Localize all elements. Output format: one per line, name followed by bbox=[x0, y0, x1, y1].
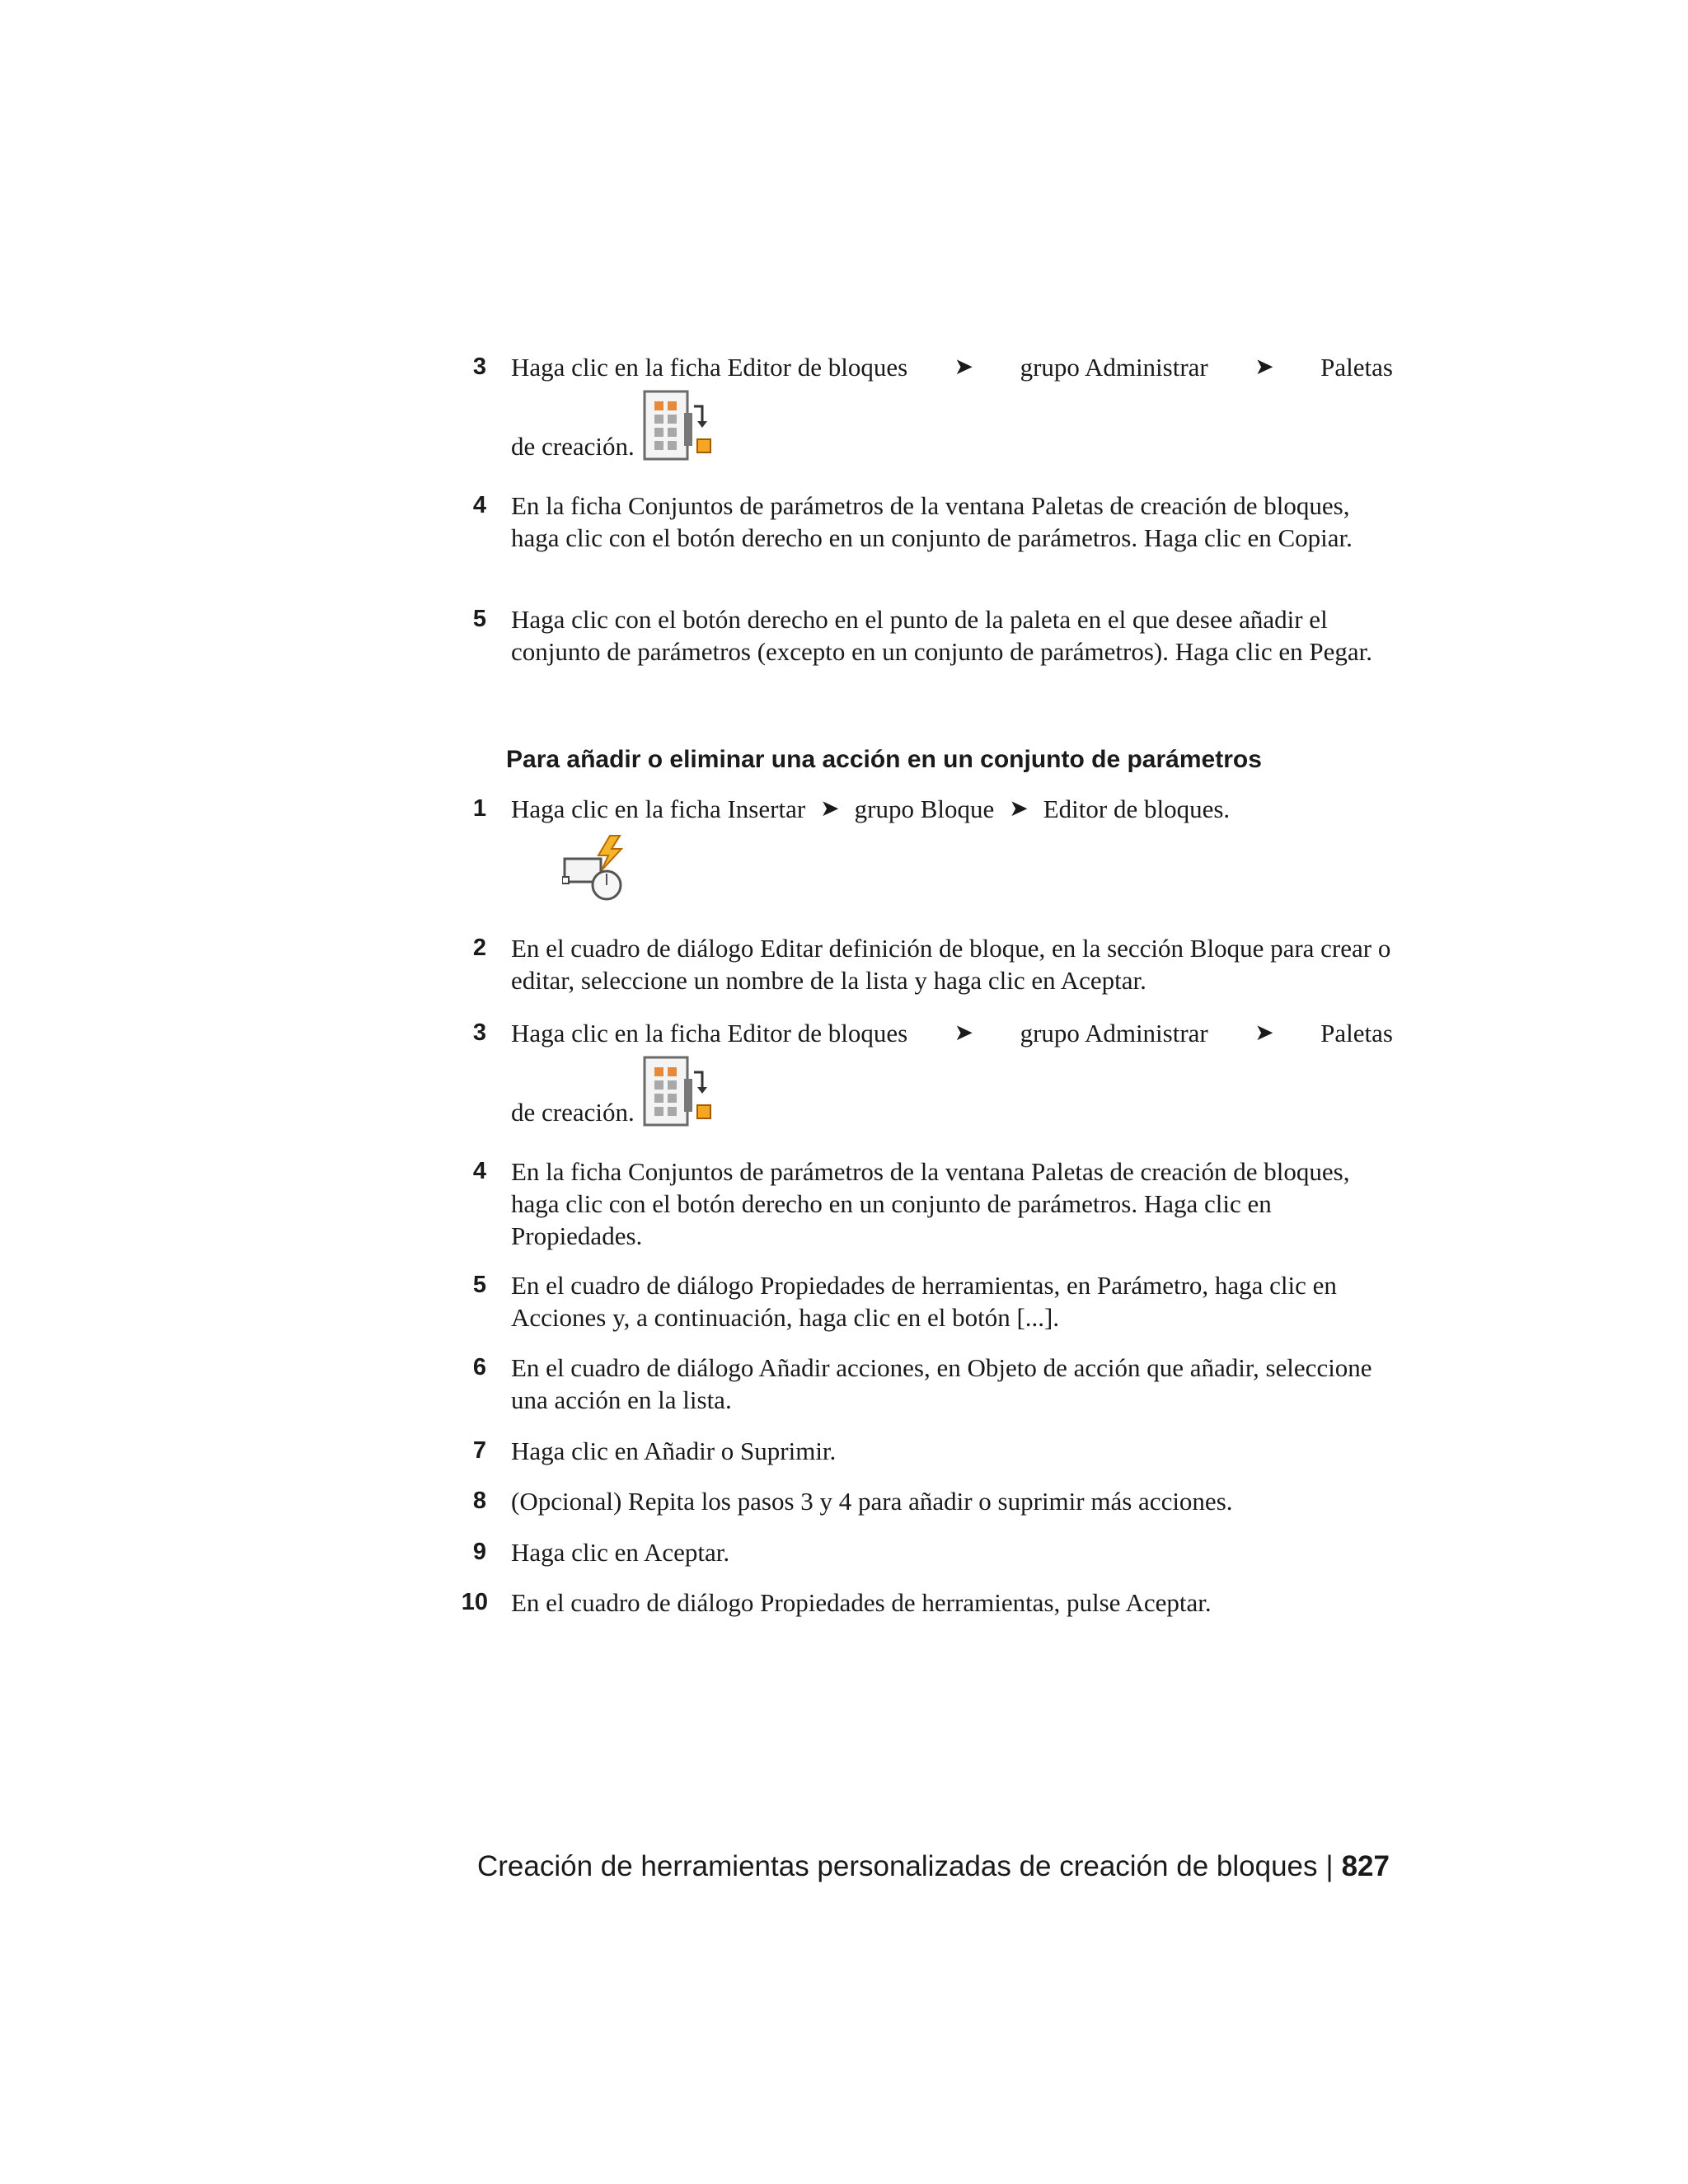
arrow-icon: ➤ bbox=[1254, 354, 1274, 380]
authoring-palettes-icon bbox=[643, 390, 714, 462]
step-item bbox=[472, 1017, 1393, 1128]
footer-separator: | bbox=[1325, 1850, 1334, 1882]
step-text: (Opcional) Repita los pasos 3 y 4 para añadir o suprimir más acciones. bbox=[511, 1487, 1233, 1516]
step-number: 3 bbox=[472, 354, 486, 380]
step-text: En el cuadro de diálogo Propiedades de herramientas, en Parámetro, haga clic en Acciones y, a continuación, haga clic en el botón [...]. bbox=[511, 1271, 1337, 1332]
arrow-icon: ➤ bbox=[1254, 1020, 1274, 1046]
step-number: 4 bbox=[472, 1158, 486, 1184]
step-text-cont: de creación. bbox=[511, 432, 635, 461]
step-item bbox=[472, 603, 1393, 668]
arrow-icon: ➤ bbox=[954, 354, 974, 380]
block-editor-icon bbox=[562, 834, 636, 903]
step-item bbox=[472, 1352, 1393, 1416]
step-text: Haga clic con el botón derecho en el punto de la paleta en el que desee añadir el conjunto de parámetros (excepto en un conjunto de parámetros). Haga clic en Pegar. bbox=[511, 605, 1372, 666]
step-text: Haga clic en la ficha Editor de bloques ➤ grupo Administrar ➤ Paletas bbox=[511, 1019, 1393, 1047]
section-heading: Para añadir o eliminar una acción en un conjunto de parámetros bbox=[506, 746, 1262, 773]
step-item bbox=[472, 1536, 1393, 1568]
step-text: En la ficha Conjuntos de parámetros de la ventana Paletas de creación de bloques, haga clic con el botón derecho en un conjunto de parámetros. Haga clic en Propiedades. bbox=[511, 1157, 1350, 1250]
page-number: 827 bbox=[1341, 1850, 1390, 1882]
step-number: 9 bbox=[472, 1539, 486, 1565]
authoring-palettes-icon bbox=[643, 1056, 714, 1128]
step-item bbox=[472, 932, 1393, 996]
arrow-icon: ➤ bbox=[820, 796, 840, 822]
step-number: 7 bbox=[472, 1437, 486, 1464]
footer-title: Creación de herramientas personalizadas de creación de bloques bbox=[476, 1850, 1318, 1882]
step-item bbox=[461, 1586, 1393, 1619]
step-item bbox=[472, 1435, 1393, 1467]
step-number: 2 bbox=[472, 935, 486, 961]
step-number: 1 bbox=[472, 795, 486, 822]
step-number: 6 bbox=[472, 1354, 486, 1380]
step-number: 3 bbox=[472, 1019, 486, 1046]
step-item bbox=[472, 1485, 1393, 1517]
step-text: Haga clic en Aceptar. bbox=[511, 1538, 730, 1567]
step-item bbox=[472, 1155, 1393, 1252]
page-footer bbox=[477, 1850, 1390, 1883]
step-item bbox=[472, 793, 1393, 825]
arrow-icon: ➤ bbox=[954, 1020, 974, 1046]
step-text: En el cuadro de diálogo Añadir acciones, en Objeto de acción que añadir, seleccione una acción en la lista. bbox=[511, 1353, 1372, 1414]
step-text: En el cuadro de diálogo Propiedades de herramientas, pulse Aceptar. bbox=[511, 1588, 1212, 1617]
step-text: Haga clic en la ficha Editor de bloques ➤ grupo Administrar ➤ Paletas bbox=[511, 353, 1393, 382]
step-number: 8 bbox=[472, 1488, 486, 1514]
step-number: 5 bbox=[472, 1272, 486, 1298]
step-number: 10 bbox=[461, 1589, 488, 1615]
step-number: 5 bbox=[472, 606, 486, 632]
step-item bbox=[472, 1269, 1393, 1333]
step-text-cont: de creación. bbox=[511, 1098, 635, 1127]
step-item bbox=[472, 351, 1393, 462]
arrow-icon: ➤ bbox=[1009, 796, 1029, 822]
step-text: En el cuadro de diálogo Editar definición de bloque, en la sección Bloque para crear o editar, seleccione un nombre de la lista y haga clic en Aceptar. bbox=[511, 934, 1391, 995]
step-number: 4 bbox=[472, 492, 486, 518]
step-text: En la ficha Conjuntos de parámetros de la ventana Paletas de creación de bloques, haga clic con el botón derecho en un conjunto de parámetros. Haga clic en Copiar. bbox=[511, 491, 1353, 552]
step-text: Haga clic en la ficha Insertar ➤ grupo Bloque ➤ Editor de bloques. bbox=[511, 794, 1231, 823]
step-item bbox=[472, 490, 1393, 554]
step-text: Haga clic en Añadir o Suprimir. bbox=[511, 1436, 837, 1465]
